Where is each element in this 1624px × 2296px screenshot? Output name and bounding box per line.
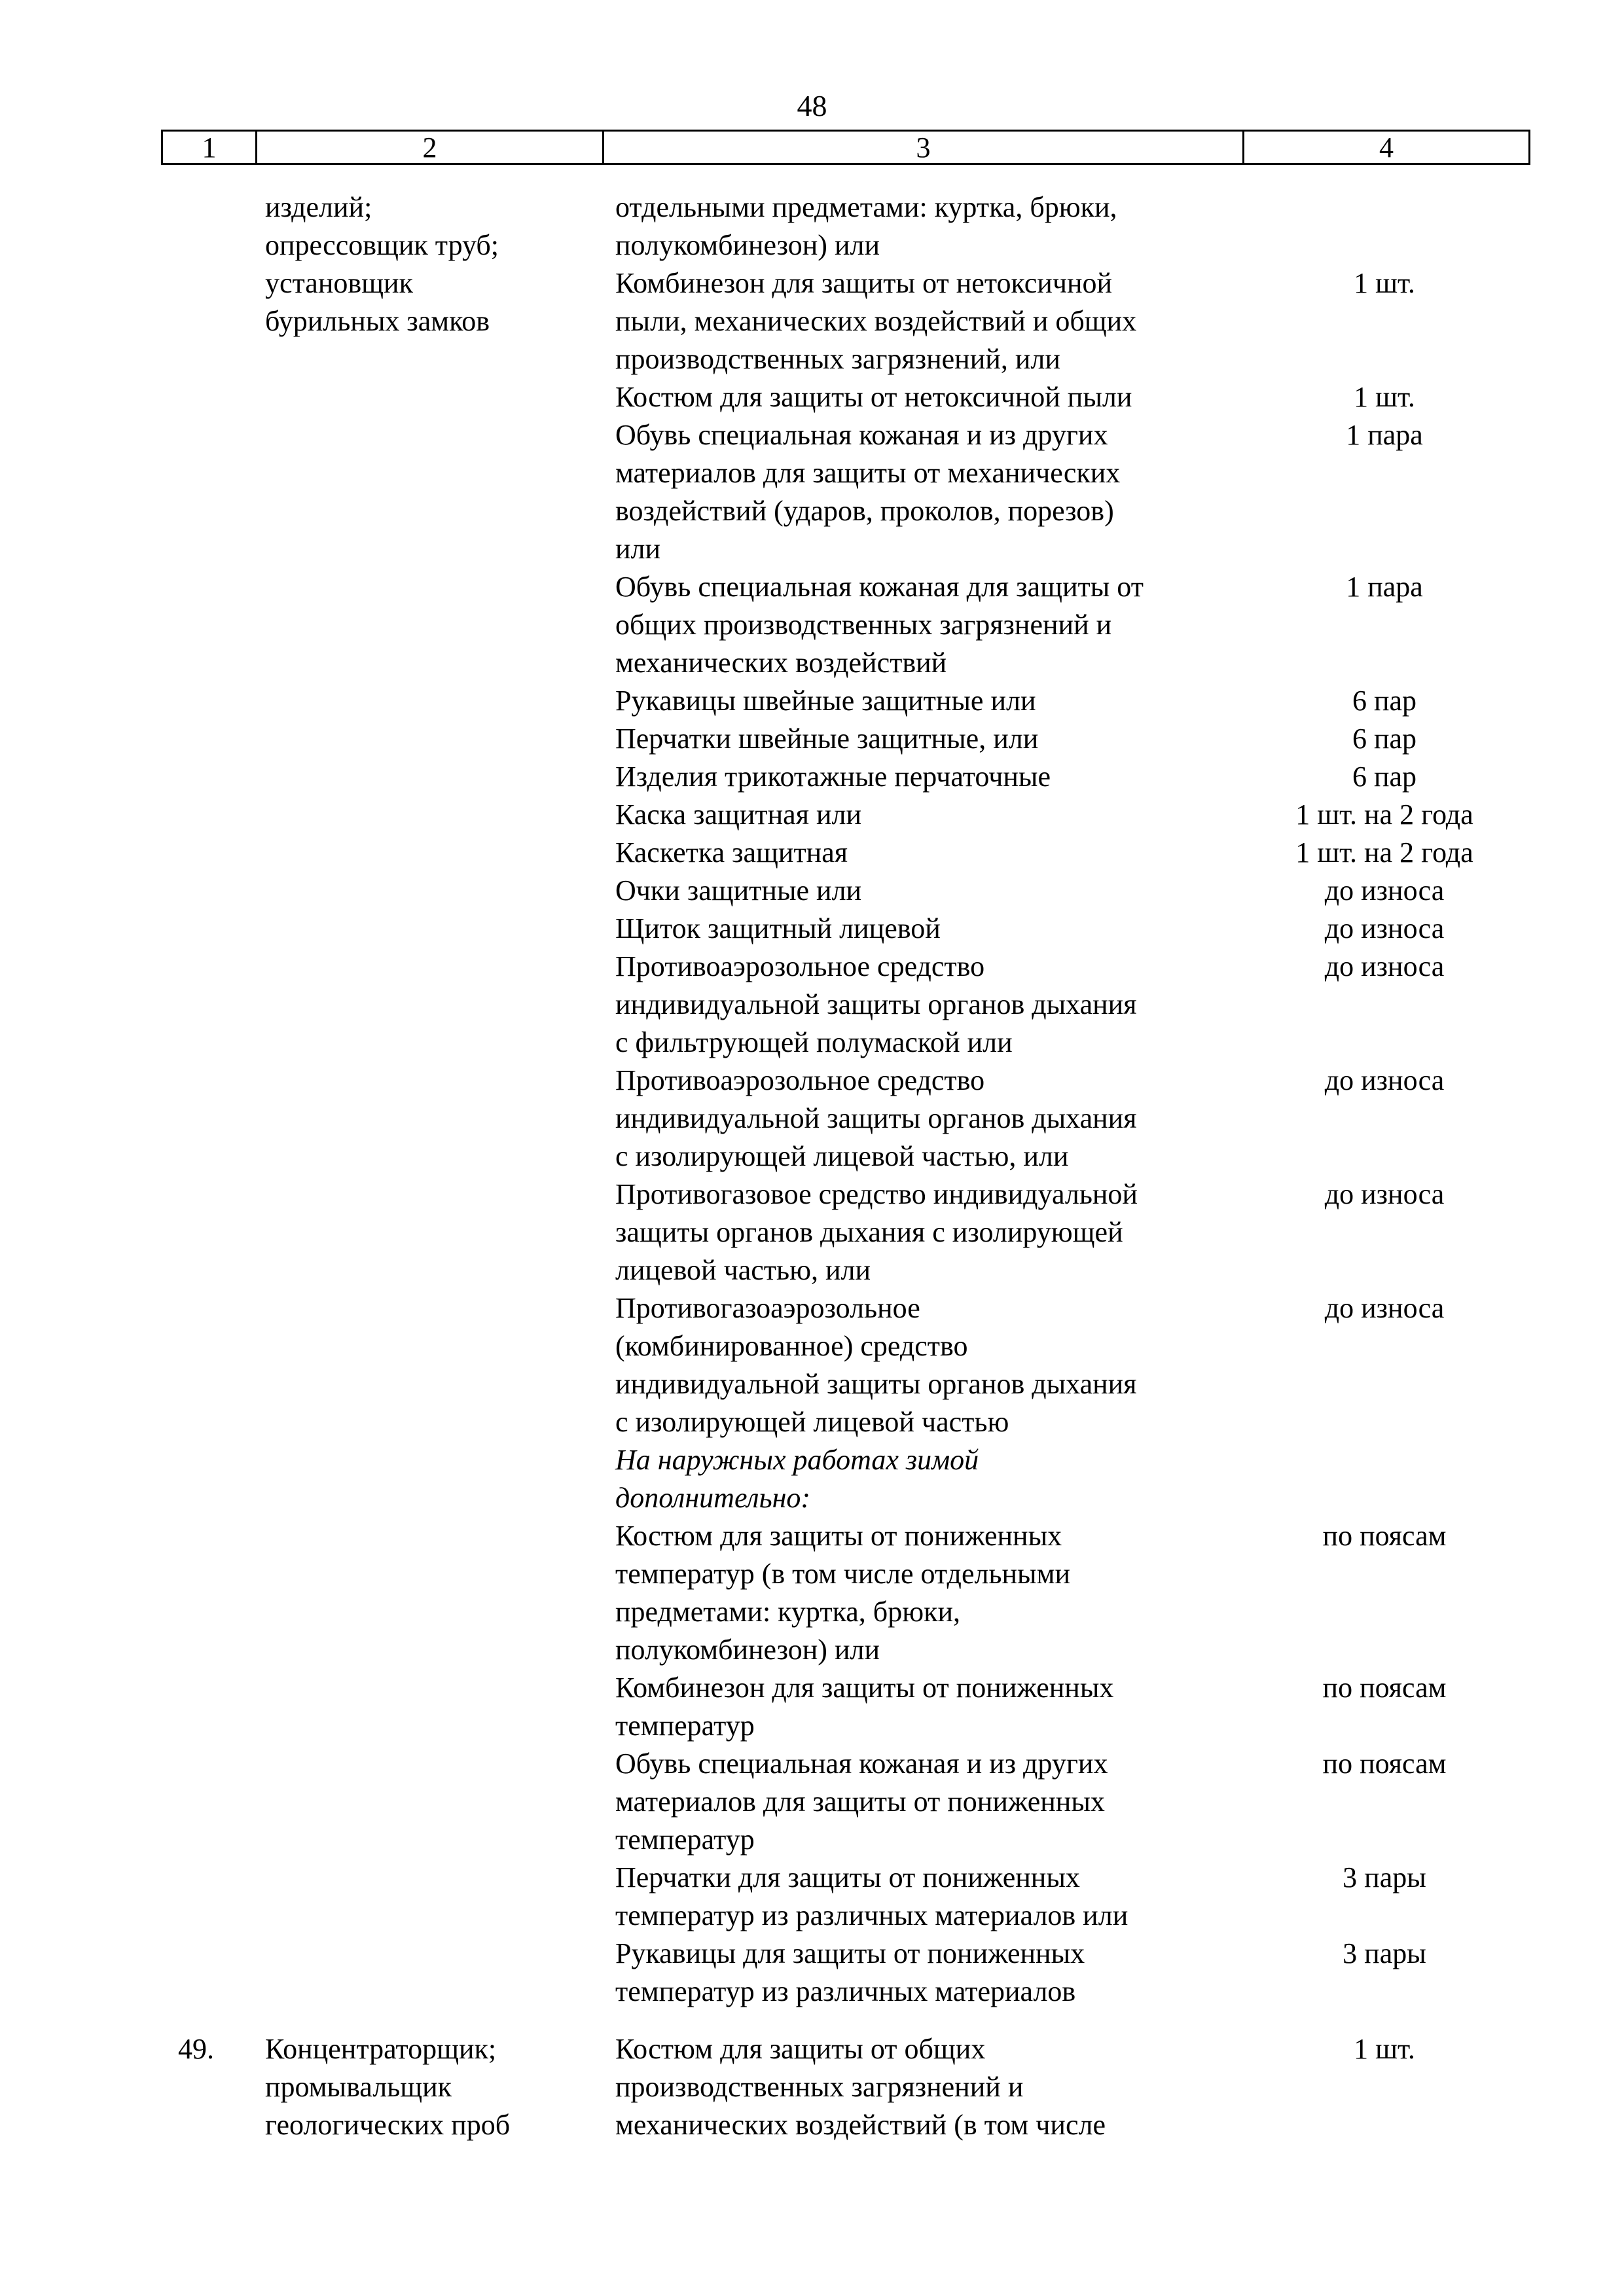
equipment-item — [0, 1859, 1624, 1935]
equipment-line: Костюм для защиты от пониженных — [615, 1520, 1062, 1552]
equipment-line: Рукавицы швейные защитные или — [615, 685, 1036, 717]
equipment-quantity: до износа — [1324, 1292, 1445, 1324]
equipment-item — [0, 910, 1624, 948]
equipment-line: Противогазоаэрозольное — [615, 1292, 920, 1324]
equipment-name — [615, 264, 1244, 378]
equipment-name — [615, 872, 1244, 910]
equipment-quantity: 1 шт. — [1354, 2033, 1415, 2065]
equipment-name — [615, 796, 1244, 834]
equipment-item — [0, 378, 1624, 416]
equipment-name — [615, 910, 1244, 948]
equipment-quantity: до износа — [1324, 874, 1445, 906]
equipment-line: Каска защитная или — [615, 798, 861, 831]
equipment-name — [615, 1935, 1244, 2011]
equipment-line: полукомбинезон) или — [615, 229, 880, 261]
equipment-item — [0, 1441, 1624, 1517]
equipment-name — [615, 2030, 1244, 2144]
page-number: 48 — [797, 89, 827, 122]
equipment-line: механических воздействий (в том числе — [615, 2109, 1106, 2141]
equipment-name — [615, 1175, 1244, 1289]
equipment-line: воздействий (ударов, проколов, порезов) — [615, 495, 1114, 527]
equipment-name — [615, 1517, 1244, 1669]
equipment-quantity: до износа — [1324, 912, 1445, 944]
equipment-item — [0, 1175, 1624, 1289]
equipment-quantity: до износа — [1324, 1178, 1445, 1210]
equipment-name — [615, 720, 1244, 758]
header-col-1: 1 — [163, 132, 257, 163]
table-header-row — [161, 130, 1530, 165]
equipment-line: Каскетка защитная — [615, 836, 848, 869]
equipment-line: Изделия трикотажные перчаточные — [615, 761, 1051, 793]
equipment-name — [615, 1289, 1244, 1441]
profession-line: установщик — [265, 267, 413, 299]
equipment-name — [615, 378, 1244, 416]
equipment-line: Противоаэрозольное средство — [615, 950, 985, 982]
equipment-line: материалов для защиты от механических — [615, 457, 1121, 489]
equipment-quantity: 6 пар — [1352, 685, 1417, 717]
equipment-name — [615, 1669, 1244, 1745]
equipment-line: Обувь специальная кожаная для защиты от — [615, 571, 1144, 603]
header-col-3: 3 — [604, 132, 1244, 163]
profession-line: опрессовщик труб; — [265, 229, 499, 261]
equipment-line: или — [615, 533, 661, 565]
equipment-item — [0, 264, 1624, 378]
equipment-name — [615, 1441, 1244, 1517]
equipment-quantity: 1 шт. на 2 года — [1295, 836, 1473, 869]
equipment-line: лицевой частью, или — [615, 1254, 871, 1286]
equipment-line: Костюм для защиты от общих — [615, 2033, 986, 2065]
equipment-line: индивидуальной защиты органов дыхания — [615, 1102, 1137, 1134]
equipment-quantity: до износа — [1324, 1064, 1445, 1096]
equipment-line: с изолирующей лицевой частью — [615, 1406, 1009, 1438]
profession-line: Концентраторщик; — [265, 2033, 497, 2065]
header-col-2: 2 — [257, 132, 604, 163]
equipment-line: Противоаэрозольное средство — [615, 1064, 985, 1096]
equipment-line: защиты органов дыхания с изолирующей — [615, 1216, 1123, 1248]
equipment-item — [0, 188, 1624, 264]
equipment-line: с изолирующей лицевой частью, или — [615, 1140, 1069, 1172]
equipment-line: Обувь специальная кожаная и из других — [615, 1748, 1108, 1780]
equipment-line: механических воздействий — [615, 647, 947, 679]
equipment-line: пыли, механических воздействий и общих — [615, 305, 1137, 337]
equipment-quantity: по поясам — [1322, 1748, 1447, 1780]
equipment-item — [0, 872, 1624, 910]
profession-cell — [265, 2030, 592, 2144]
profession-line: изделий; — [265, 191, 372, 223]
equipment-line: Щиток защитный лицевой — [615, 912, 941, 944]
equipment-quantity: 3 пары — [1343, 1861, 1426, 1893]
equipment-line: (комбинированное) средство — [615, 1330, 968, 1362]
equipment-line: Очки защитные или — [615, 874, 862, 906]
equipment-line: индивидуальной защиты органов дыхания — [615, 988, 1137, 1020]
equipment-line: отдельными предметами: куртка, брюки, — [615, 191, 1117, 223]
equipment-item — [0, 834, 1624, 872]
equipment-name — [615, 834, 1244, 872]
equipment-line: Рукавицы для защиты от пониженных — [615, 1937, 1085, 1969]
equipment-line: Комбинезон для защиты от нетоксичной — [615, 267, 1113, 299]
equipment-line: температур из различных материалов или — [615, 1899, 1128, 1931]
equipment-name — [615, 416, 1244, 568]
equipment-name — [615, 1062, 1244, 1175]
equipment-name — [615, 188, 1244, 264]
equipment-line: Противогазовое средство индивидуальной — [615, 1178, 1138, 1210]
equipment-item — [0, 1745, 1624, 1859]
equipment-line: полукомбинезон) или — [615, 1634, 880, 1666]
equipment-item — [0, 682, 1624, 720]
equipment-name — [615, 682, 1244, 720]
equipment-line: Комбинезон для защиты от пониженных — [615, 1672, 1114, 1704]
equipment-item — [0, 1935, 1624, 2011]
equipment-list — [0, 188, 1624, 2011]
equipment-quantity: 6 пар — [1352, 723, 1417, 755]
equipment-quantity: по поясам — [1322, 1520, 1447, 1552]
equipment-line: предметами: куртка, брюки, — [615, 1596, 960, 1628]
equipment-line: На наружных работах зимой — [615, 1444, 979, 1476]
equipment-item — [0, 720, 1624, 758]
profession-line: промывальщик — [265, 2071, 452, 2103]
profession-line: геологических проб — [265, 2109, 511, 2141]
equipment-quantity: 1 шт. — [1354, 381, 1415, 413]
equipment-item — [0, 1669, 1624, 1745]
equipment-quantity: 3 пары — [1343, 1937, 1426, 1969]
equipment-line: производственных загрязнений, или — [615, 343, 1060, 375]
equipment-quantity: 1 пара — [1346, 419, 1423, 451]
equipment-name — [615, 568, 1244, 682]
equipment-item — [0, 568, 1624, 682]
equipment-line: Обувь специальная кожаная и из других — [615, 419, 1108, 451]
equipment-line: температур (в том числе отдельными — [615, 1558, 1070, 1590]
equipment-quantity: по поясам — [1322, 1672, 1447, 1704]
equipment-item — [0, 1062, 1624, 1175]
equipment-name — [615, 758, 1244, 796]
equipment-quantity: 1 шт. на 2 года — [1295, 798, 1473, 831]
equipment-item — [0, 948, 1624, 1062]
equipment-line: Костюм для защиты от нетоксичной пыли — [615, 381, 1132, 413]
equipment-line: температур — [615, 1710, 755, 1742]
equipment-item — [0, 796, 1624, 834]
equipment-line: производственных загрязнений и — [615, 2071, 1024, 2103]
equipment-line: индивидуальной защиты органов дыхания — [615, 1368, 1137, 1400]
equipment-item — [0, 416, 1624, 568]
equipment-item — [0, 1289, 1624, 1441]
equipment-name — [615, 948, 1244, 1062]
equipment-quantity: 6 пар — [1352, 761, 1417, 793]
equipment-line: с фильтрующей полумаской или — [615, 1026, 1013, 1058]
equipment-line: Перчатки для защиты от пониженных — [615, 1861, 1080, 1893]
equipment-line: дополнительно: — [615, 1482, 811, 1514]
profession-line: бурильных замков — [265, 305, 490, 337]
equipment-quantity: 1 пара — [1346, 571, 1423, 603]
equipment-line: температур — [615, 1823, 755, 1856]
equipment-name — [615, 1859, 1244, 1935]
equipment-item — [0, 1517, 1624, 1669]
row-number: 49. — [178, 2033, 214, 2065]
equipment-name — [615, 1745, 1244, 1859]
header-col-4: 4 — [1379, 132, 1394, 164]
equipment-line: материалов для защиты от пониженных — [615, 1785, 1105, 1818]
equipment-quantity: до износа — [1324, 950, 1445, 982]
equipment-item — [0, 758, 1624, 796]
equipment-quantity: 1 шт. — [1354, 267, 1415, 299]
equipment-line: Перчатки швейные защитные, или — [615, 723, 1039, 755]
equipment-line: общих производственных загрязнений и — [615, 609, 1112, 641]
equipment-line: температур из различных материалов — [615, 1975, 1076, 2007]
